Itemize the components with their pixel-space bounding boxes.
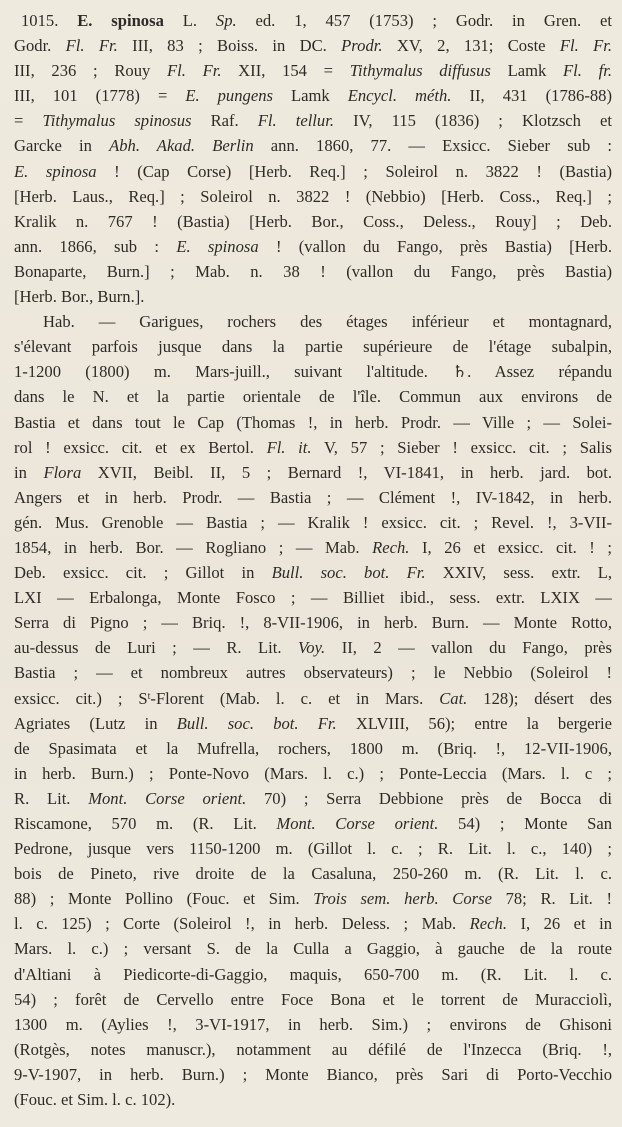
text-run: XVII, Beibl. II, 5 ; Bernard !, VI-1841, in herb. jard. bot. — [81, 462, 612, 482]
text-run: bois de Pineto, rive droite de la Casaluna, 250-260 m. (R. Lit. l. c. — [14, 864, 612, 884]
text-run: exsicc. cit.) ; S — [14, 688, 148, 708]
text-line — [14, 384, 612, 409]
text-run: XV, 2, 131; Coste — [382, 36, 560, 56]
text-run: 1015. — [21, 11, 78, 30]
text-run: L. — [163, 11, 216, 30]
text-line — [14, 987, 612, 1012]
text-run: II, 2 — vallon du Fango, près — [325, 638, 612, 658]
text-line — [14, 1062, 612, 1087]
text-run: R. Lit. — [14, 788, 89, 808]
text-run: (Fouc. et Sim. l. c. 102). — [14, 1090, 176, 1110]
text-run: Godr. — [14, 36, 66, 56]
text-line — [14, 861, 612, 886]
italic-citation: Bull. soc. bot. Fr. — [271, 563, 426, 583]
italic-citation: E. spinosa — [14, 161, 97, 181]
text-run: Lamk — [272, 86, 348, 106]
italic-citation: Mont. Corse orient. — [88, 788, 247, 808]
text-line — [14, 334, 612, 359]
text-run: ann. 1866, sub : — [14, 236, 177, 256]
text-run: V, 57 ; Sieber ! exsicc. cit. ; Salis — [311, 437, 612, 457]
text-run: Kralik n. 767 ! (Bastia) [Herb. Bor., Coss., Deless., Rouy] ; Deb. — [14, 211, 612, 231]
text-run: Angers et in herb. Prodr. — Bastia ; — Clément !, IV-1842, in herb. — [14, 487, 612, 507]
text-line — [14, 811, 612, 836]
text-line — [14, 1087, 612, 1112]
italic-citation: Fl. it. — [266, 437, 312, 457]
italic-citation: Fl. Fr. — [65, 36, 118, 56]
text-line — [14, 786, 612, 811]
italic-citation: Trois sem. herb. Corse — [313, 889, 492, 909]
text-run: Mars. l. c.) ; versant S. de la Culla a Gaggio, à gauche de la route — [14, 939, 612, 959]
italic-citation: Fl. fr. — [563, 61, 612, 81]
text-run: in — [14, 462, 44, 482]
text-run: Agriates (Lutz in — [14, 713, 177, 733]
text-run: XII, 154 = — [221, 61, 350, 81]
text-run: rol ! exsicc. cit. et ex Bertol. — [14, 437, 267, 457]
text-run: de Spasimata et la Mufrella, rochers, 1800 m. (Briq. !, 12-VII-1906, — [14, 738, 612, 758]
text-line — [14, 33, 612, 58]
text-run: au-dessus de Luri ; — R. Lit. — [14, 638, 299, 658]
text-line — [14, 535, 612, 560]
text-run: IV, 115 (1836) ; Klotzsch et — [334, 111, 612, 131]
text-run: ann. 1860, 77. — Exsicc. Sieber sub : — [253, 136, 612, 156]
italic-citation: Voy. — [298, 638, 326, 658]
text-run: 70) ; Serra Debbione près de Bocca di — [246, 788, 612, 808]
italic-citation: Cat. — [439, 688, 468, 708]
italic-citation: Fl. tellur. — [257, 111, 334, 131]
text-line — [14, 58, 612, 83]
text-run: in herb. Burn.) ; Ponte-Novo (Mars. l. c.) ; Ponte-Leccia (Mars. l. c ; — [14, 763, 612, 783]
text-line — [14, 83, 612, 108]
text-run: -Florent (Mab. l. c. et in Mars. — [150, 688, 440, 708]
superscript: t — [147, 690, 151, 702]
text-run: 88) ; Monte Pollino (Fouc. et Sim. — [14, 889, 314, 909]
text-line — [14, 936, 612, 961]
text-run: s'élevant parfois jusque dans la partie supérieure de l'étage subalpin, — [14, 337, 612, 357]
species-name: E. spinosa — [77, 11, 164, 30]
text-line — [14, 836, 612, 861]
text-line — [14, 560, 612, 585]
text-line — [14, 133, 612, 158]
species-entry-text — [14, 8, 612, 1112]
text-run: XLVIII, 56); entre la bergerie — [336, 713, 612, 733]
text-run: (Rotgès, notes manuscr.), notamment au défilé de l'Inzecca (Briq. !, — [14, 1039, 612, 1059]
italic-citation: Flora — [43, 462, 82, 482]
text-line — [14, 359, 612, 384]
text-line — [14, 610, 612, 635]
text-run: Raf. — [191, 111, 258, 131]
text-run: II, 431 (1786-88) — [451, 86, 612, 106]
italic-citation: Mont. Corse orient. — [276, 814, 439, 833]
text-run: III, 236 ; Rouy — [14, 61, 167, 81]
text-line — [14, 736, 612, 761]
text-line — [14, 1012, 612, 1037]
italic-citation: Rech. — [372, 537, 410, 557]
text-run: Riscamone, 570 m. (R. Lit. — [14, 814, 277, 833]
italic-citation: Prodr. — [341, 36, 383, 56]
text-line — [14, 761, 612, 786]
text-line — [14, 1037, 612, 1062]
text-run: d'Altiani à Piedicorte-di-Gaggio, maquis, 650-700 m. (R. Lit. l. c. — [14, 964, 612, 984]
text-line — [14, 184, 612, 209]
text-run: 1300 m. (Aylies !, 3-VI-1917, in herb. Sim.) ; environs de Ghisoni — [14, 1014, 612, 1034]
italic-citation: Bull. soc. bot. Fr. — [176, 713, 337, 733]
text-run: 54) ; Monte San — [438, 814, 612, 833]
text-line — [14, 435, 612, 460]
text-run: Deb. exsicc. cit. ; Gillot in — [14, 563, 272, 583]
italic-citation: Encycl. méth. — [347, 86, 452, 106]
italic-citation: Rech. — [469, 914, 507, 934]
italic-citation: Tithymalus diffusus — [349, 61, 491, 81]
text-run: Garcke in — [14, 136, 110, 156]
text-run: 78; R. Lit. ! — [491, 889, 612, 909]
text-line — [14, 510, 612, 535]
text-line — [14, 209, 612, 234]
text-run: ed. 1, 457 (1753) ; Godr. in Gren. et — [236, 11, 612, 30]
text-run: gén. Mus. Grenoble — Bastia ; — Kralik ! exsicc. cit. ; Revel. !, 3-VII- — [14, 512, 612, 532]
italic-citation: E. spinosa — [176, 236, 259, 256]
text-run: XXIV, sess. extr. L, — [425, 563, 612, 583]
text-run: 1-1200 (1800) m. Mars-juill., suivant l'altitude. ♄. Assez répandu — [14, 362, 612, 382]
text-line — [14, 660, 612, 685]
text-run: 1854, in herb. Bor. — Rogliano ; — Mab. — [14, 537, 373, 557]
text-run: 54) ; forêt de Cervello entre Foce Bona et le torrent de Muracciolì, — [14, 989, 612, 1009]
text-run: I, 26 et exsicc. cit. ! ; — [409, 537, 612, 557]
text-run: Hab. — Garigues, rochers des étages inférieur et montagnard, — [43, 312, 612, 332]
text-line — [14, 962, 612, 987]
text-line — [14, 309, 612, 334]
text-run: dans le N. et la partie orientale de l'île. Commun aux environs de — [14, 387, 612, 407]
text-line — [14, 635, 612, 660]
text-run: I, 26 et in — [506, 914, 612, 934]
text-run: Bonaparte, Burn.] ; Mab. n. 38 ! (vallon du Fango, près Bastia) — [14, 261, 612, 281]
text-run: 9-V-1907, in herb. Burn.) ; Monte Bianco, près Sari di Porto-Vecchio — [14, 1064, 612, 1084]
text-run: = — [14, 111, 43, 131]
text-line — [14, 8, 612, 33]
text-run: Serra di Pigno ; — Briq. !, 8-VII-1906, in herb. Burn. — Monte Rotto, — [14, 613, 612, 633]
italic-citation: Tithymalus spinosus — [42, 111, 192, 131]
text-run: 128); désert des — [467, 688, 612, 708]
text-line — [14, 711, 612, 736]
text-line — [14, 886, 612, 911]
text-run: [Herb. Laus., Req.] ; Soleirol n. 3822 ! (Nebbio) [Herb. Coss., Req.] ; — [14, 186, 612, 206]
text-line — [14, 460, 612, 485]
text-line — [14, 259, 612, 284]
text-run: ! (Cap Corse) [Herb. Req.] ; Soleirol n. 3822 ! (Bastia) — [96, 161, 612, 181]
text-line — [14, 108, 612, 133]
text-run: III, 101 (1778) = — [14, 86, 186, 106]
text-line — [14, 485, 612, 510]
text-run: ! (vallon du Fango, près Bastia) [Herb. — [258, 236, 612, 256]
text-line — [14, 686, 612, 711]
text-run: l. c. 125) ; Corte (Soleirol !, in herb. Deless. ; Mab. — [14, 914, 470, 934]
text-line — [14, 585, 612, 610]
text-run: Pedrone, jusque vers 1150-1200 m. (Gillot l. c. ; R. Lit. l. c., 140) ; — [14, 839, 612, 859]
italic-citation: Fl. Fr. — [166, 61, 222, 81]
italic-citation: E. pungens — [185, 86, 273, 106]
text-run: Bastia ; — et nombreux autres observateurs) ; le Nebbio (Soleirol ! — [14, 663, 612, 683]
text-run: Lamk — [490, 61, 564, 81]
text-line — [14, 410, 612, 435]
text-run: LXI — Erbalonga, Monte Fosco ; — Billiet ibid., sess. extr. LXIX — — [14, 588, 612, 608]
text-line — [14, 159, 612, 184]
text-run: [Herb. Bor., Burn.]. — [14, 287, 145, 307]
text-run: Bastia et dans tout le Cap (Thomas !, in herb. Prodr. — Ville ; — Solei- — [14, 412, 612, 432]
text-line — [14, 234, 612, 259]
italic-citation: Abh. Akad. Berlin — [109, 136, 254, 156]
text-line — [14, 284, 612, 309]
text-line — [14, 911, 612, 936]
text-run: III, 83 ; Boiss. in DC. — [117, 36, 342, 56]
italic-citation: Fl. Fr. — [559, 36, 612, 56]
italic-citation: Sp. — [215, 11, 237, 30]
